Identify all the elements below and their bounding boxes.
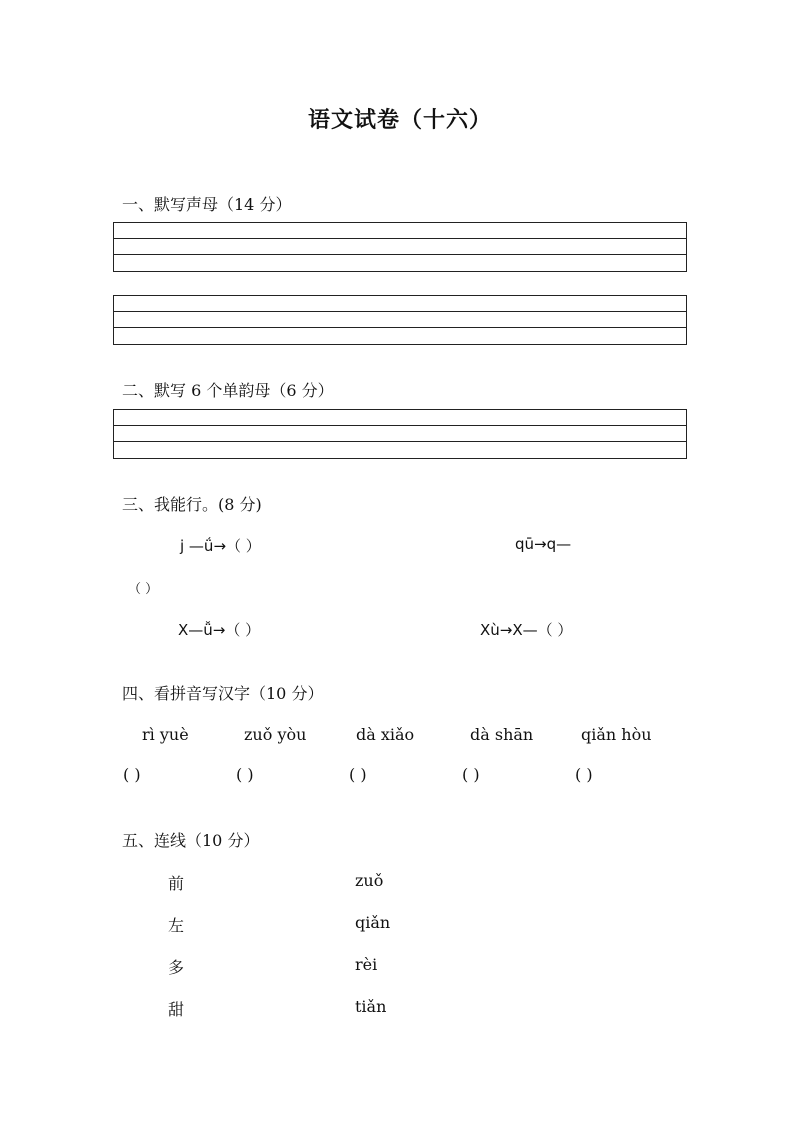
match-char-1[interactable]: 前 xyxy=(168,874,185,893)
item-qu-blank: （ ） xyxy=(128,582,159,597)
match-pinyin-1[interactable]: zuǒ xyxy=(355,871,384,890)
item-qu: qū→q— xyxy=(515,535,572,553)
pinyin-2: zuǒ yòu xyxy=(244,725,307,744)
answer-blank-3[interactable]: ( ) xyxy=(349,765,367,784)
match-pinyin-4[interactable]: tiǎn xyxy=(355,997,387,1016)
writing-grid-1[interactable] xyxy=(113,222,687,272)
writing-grid-2[interactable] xyxy=(113,295,687,345)
answer-blank-2[interactable]: ( ) xyxy=(236,765,254,784)
item-xu: Xù→X—（ ） xyxy=(480,621,573,639)
section-1-heading: 一、默写声母（14 分） xyxy=(122,195,292,214)
pinyin-4: dà shān xyxy=(470,725,534,744)
section-3-heading: 三、我能行。(8 分) xyxy=(122,495,262,514)
pinyin-1: rì yuè xyxy=(142,725,189,744)
match-char-4[interactable]: 甜 xyxy=(168,1000,185,1019)
section-2-heading: 二、默写 6 个单韵母（6 分） xyxy=(122,381,334,400)
page-title: 语文试卷（十六） xyxy=(307,107,492,133)
pinyin-3: dà xiǎo xyxy=(356,725,415,744)
item-j-u: j —ǘ→（ ） xyxy=(180,537,261,555)
match-char-3[interactable]: 多 xyxy=(168,958,185,977)
section-4-heading: 四、看拼音写汉字（10 分） xyxy=(122,684,324,703)
writing-grid-3[interactable] xyxy=(113,409,687,459)
match-pinyin-2[interactable]: qiǎn xyxy=(355,913,391,932)
item-x-u: X—ǚ→（ ） xyxy=(178,621,261,639)
pinyin-5: qiǎn hòu xyxy=(581,725,652,744)
answer-blank-4[interactable]: ( ) xyxy=(462,765,480,784)
answer-blank-1[interactable]: ( ) xyxy=(123,765,141,784)
match-pinyin-3[interactable]: rèi xyxy=(355,955,378,974)
answer-blank-5[interactable]: ( ) xyxy=(575,765,593,784)
section-5-heading: 五、连线（10 分） xyxy=(122,831,260,850)
match-char-2[interactable]: 左 xyxy=(168,916,185,935)
